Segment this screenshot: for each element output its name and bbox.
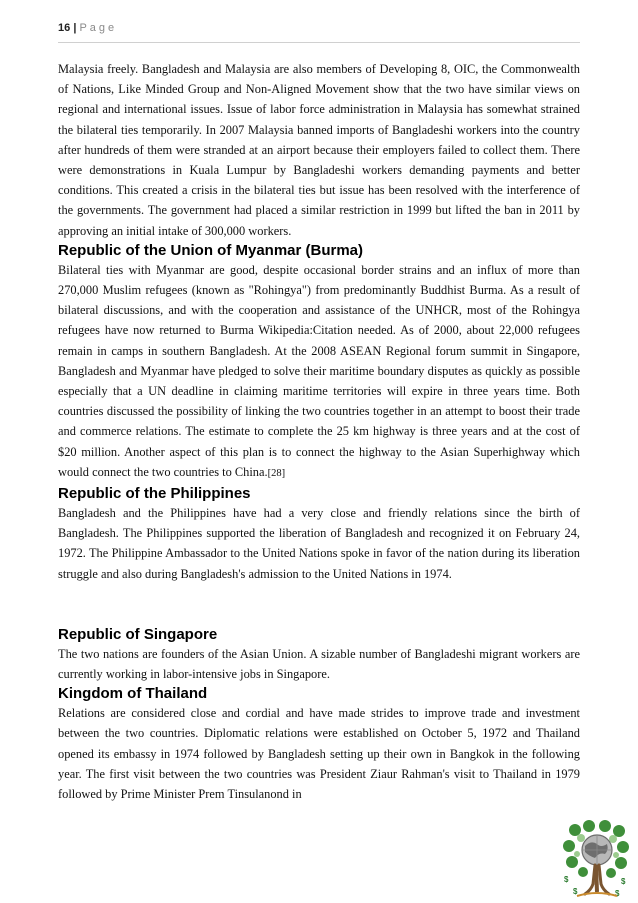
- document-body: [58, 59, 580, 804]
- intro-paragraph: Malaysia freely. Bangladesh and Malaysia are also members of Developing 8, OIC, the Commonwealth of Nations, Like Minded Group and Non-Aligned Movement show that the two have similar views on regional and international issues. Issue of labor force administration in Malaysia has somewhat strained the bilateral ties temporarily. In 2007 Malaysia banned imports of Bangladeshi workers into the country after hundreds of them were stranded at an airport because their employers failed to collect them. There were demonstrations in Kuala Lumpur by Bangladeshi workers demanding payments and better conditions. This created a crisis in the bilateral ties but issue has been resolved with the interference of the governments. The government had placed a similar restriction in 1999 but lifted the ban in 2011 by approving an initial intake of 300,000 workers.: [58, 62, 580, 238]
- svg-text:$: $: [615, 889, 620, 898]
- citation-ref-link[interactable]: [28]: [267, 467, 286, 479]
- heading-thailand: Kingdom of Thailand: [58, 685, 208, 703]
- page-label: Page: [79, 22, 118, 34]
- svg-text:$: $: [564, 875, 569, 884]
- heading-myanmar: Republic of the Union of Myanmar (Burma): [58, 241, 364, 259]
- svg-text:$: $: [621, 877, 626, 886]
- page-header: [58, 22, 580, 43]
- svg-text:$: $: [573, 887, 578, 896]
- blank-gap: [58, 584, 580, 625]
- heading-singapore: Republic of Singapore: [58, 625, 218, 643]
- thailand-paragraph: Relations are considered close and cordial and have made strides to improve trade and investment between the two countries. Diplomatic relations were established on October 5, 1972 and Thailand opened its embassy in 1974 followed by Bangladesh setting up their own in Bangkok in the following year. The first visit between the two countries was President Ziaur Rahman's visit to Thailand in 1979 followed by Prime Minister Prem Tinsulanond in: [58, 706, 580, 802]
- myanmar-paragraph: [58, 260, 580, 484]
- singapore-paragraph: The two nations are founders of the Asian Union. A sizable number of Bangladeshi migrant workers are currently working in labor-intensive jobs in Singapore.: [58, 646, 580, 682]
- money-tree-globe-icon: [563, 820, 629, 898]
- page-number: 16: [58, 22, 71, 34]
- heading-philippines: Republic of the Philippines: [58, 485, 251, 503]
- myanmar-text: Bilateral ties with Myanmar are good, despite occasional border strains and an influx of more than 270,000 Muslim refugees (known as "Rohingya") from predominantly Buddhist Burma. As a result of bilateral discussions, and with the cooperation and assistance of the UNHCR, most of the Rohingya refugees have now returned to Burma Wikipedia:Citation needed. As of 2000, about 22,000 refugees remain in camps in southern Bangladesh. At the 2008 ASEAN Regional forum summit in Singapore, Bangladesh and Myanmar have pledged to solve their maritime boundary disputes as quickly as possible especially that a UN deadline in claiming maritime territories will expire in three years time. Both countries discussed the possibility of linking the two countries together in an attempt to boost their trade and commerce relations. The estimate to complete the 25 km highway is three years and at the cost of $20 million. Another aspect of this plan is to connect the highway to the Asian Superhighway which would connect the two countries to China.: [58, 262, 580, 479]
- philippines-paragraph: Bangladesh and the Philippines have had a very close and friendly relations since the birth of Bangladesh. The Philippines supported the liberation of Bangladesh and recognized it on February 24, 1972. The Philippine Ambassador to the United Nations spoke in favor of the nation during its liberation struggle and also during Bangladesh's admission to the United Nations in 1974.: [58, 506, 580, 581]
- page-separator: |: [73, 22, 77, 34]
